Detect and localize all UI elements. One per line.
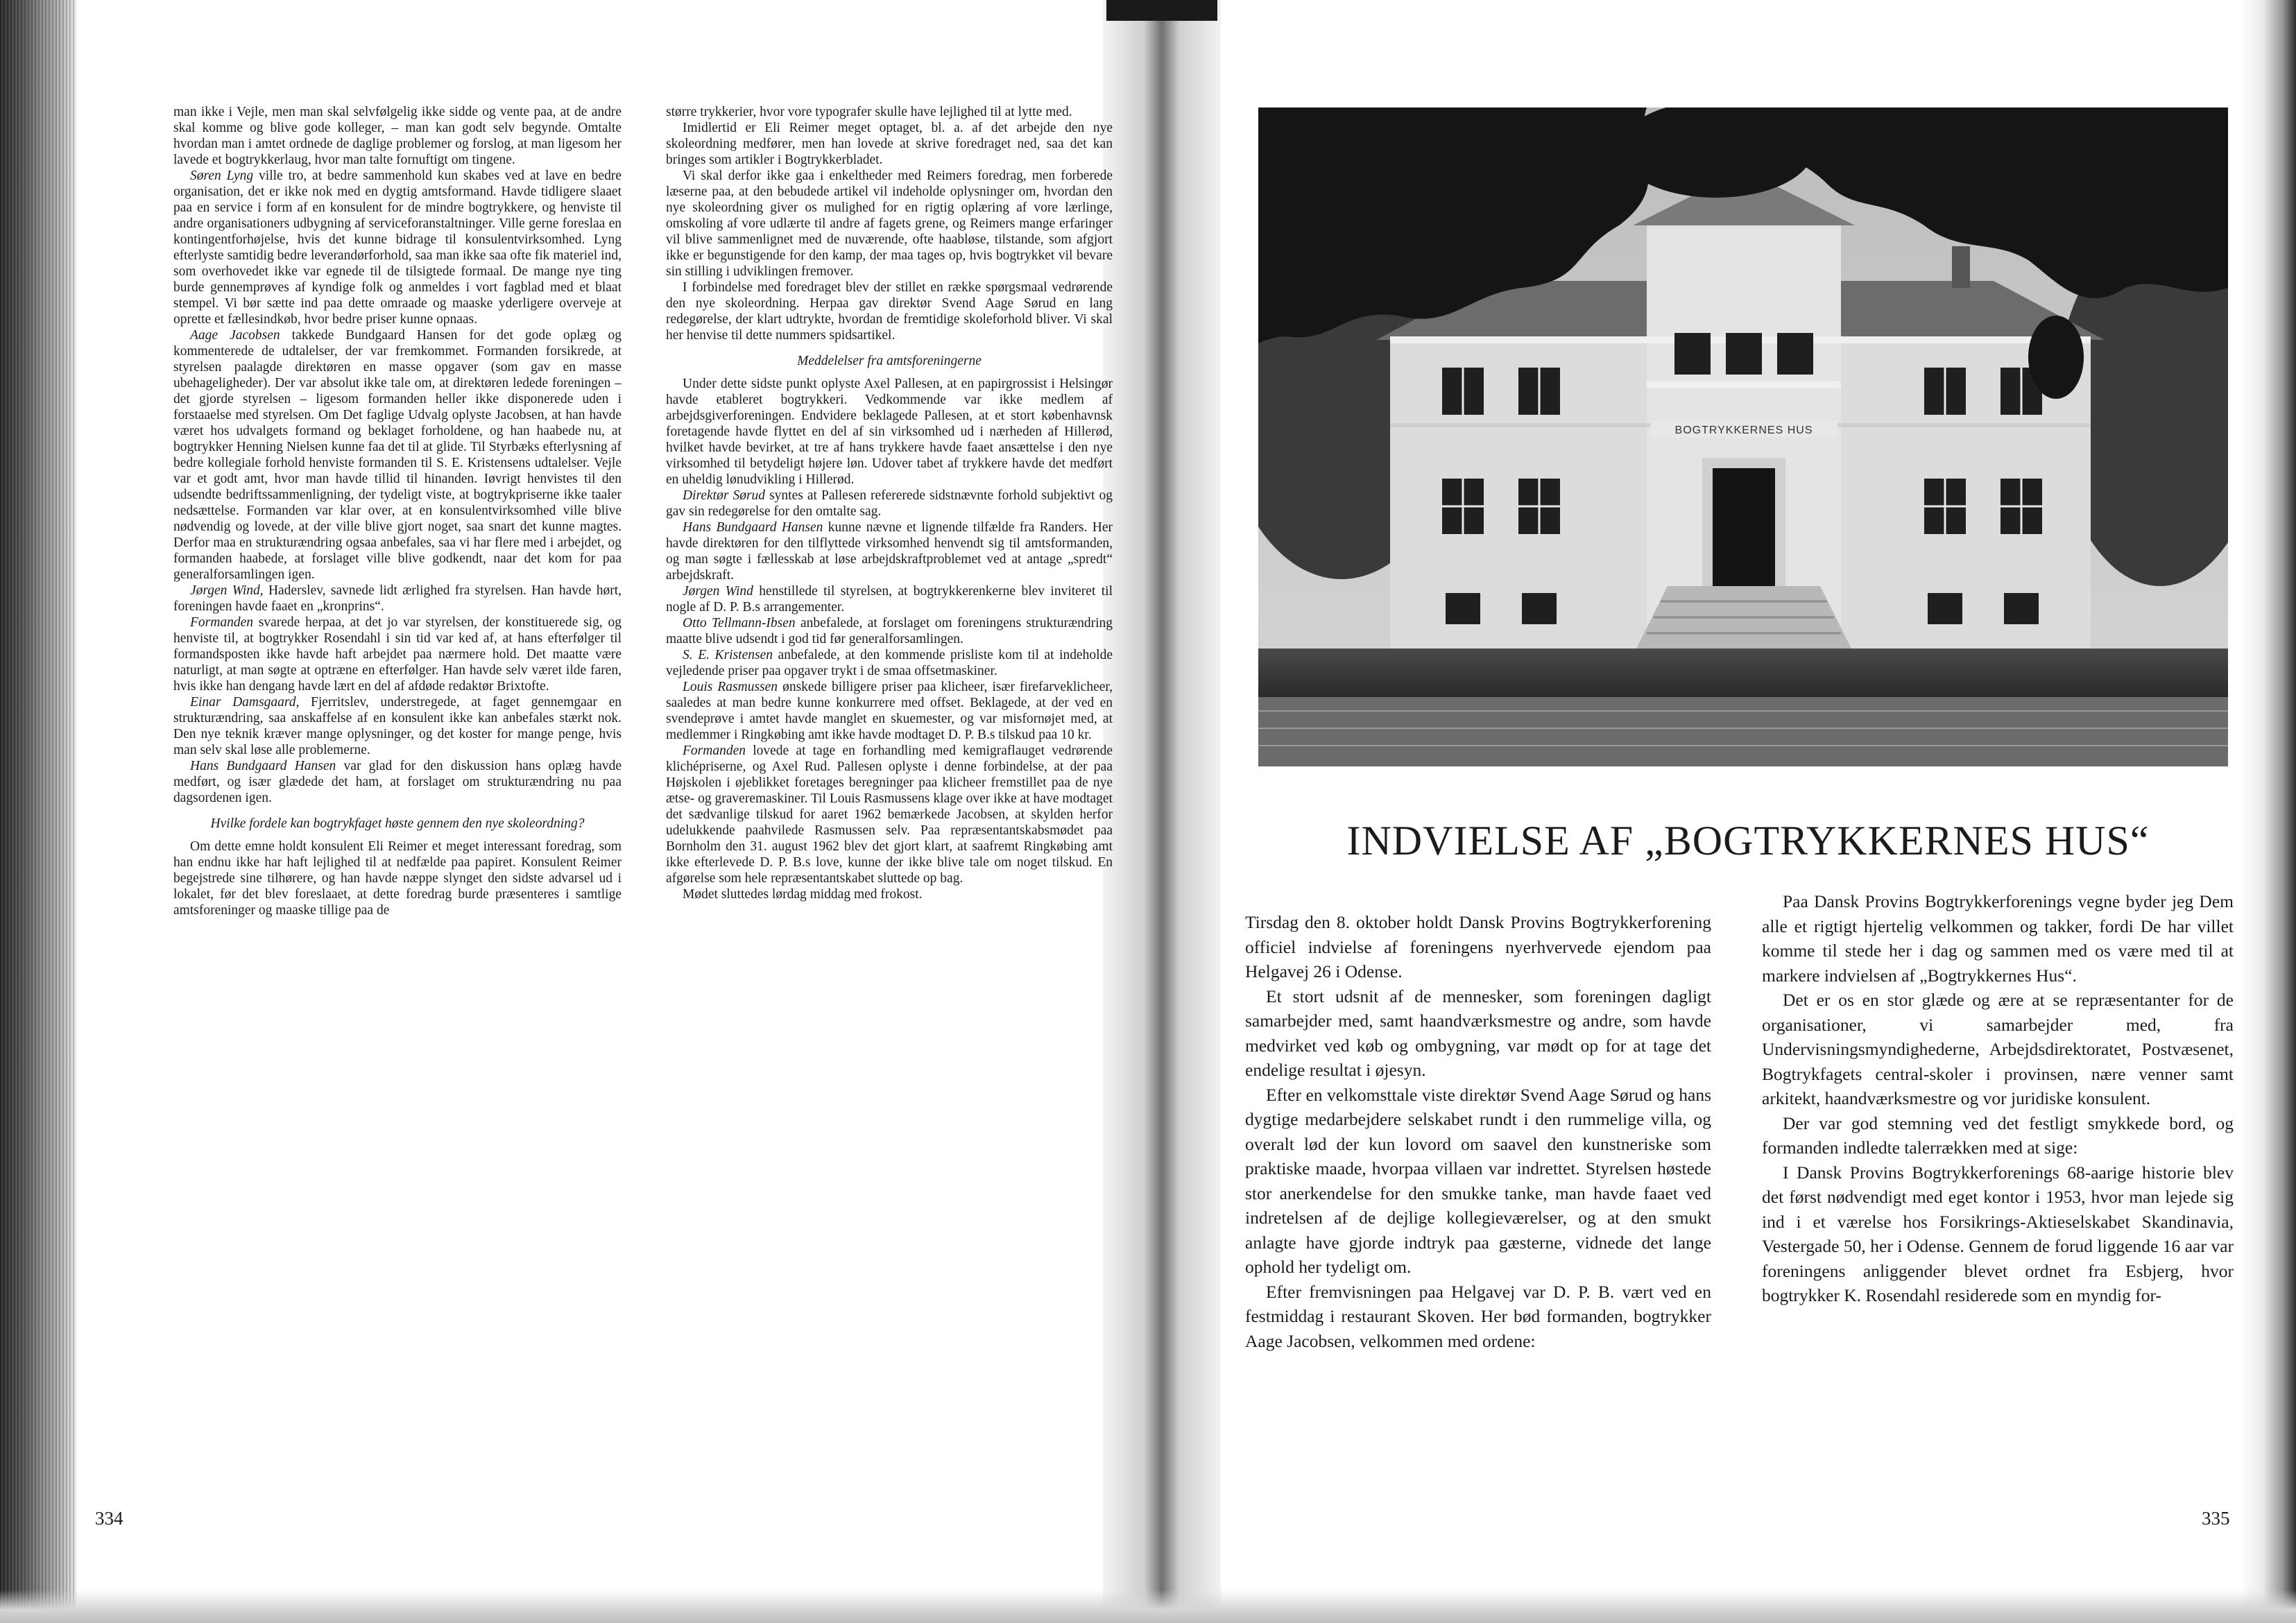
- gutter-shadow: [1106, 0, 1217, 21]
- paragraph-text: Om dette emne holdt konsulent Eli Reimer et meget interessant foredrag, som han endnu ikke har haft lejlighed til at nedfælde paa papiret. Konsulent Reimer begejstrede sine tilhørere, og han havde næppe slynget den sidste advarsel ud i lokalet, før det blev foreslaaet, at dette foredrag burde præsenteres i samtlige amtsforeninger og maaske tillige paa de: [173, 839, 622, 918]
- paragraph-text: ønskede billigere priser paa klicheer, især firefarveklicheer, saaledes at man bedre kunne konkurrere med offset. Beklagede, at der ved en svendeprøve i amtet havde manglet en skuemester, og var misfornøjet med, at medlemmer i Ringkøbing amt ikke havde modtaget D. P. B.s tilskud paa 10 kr.: [666, 680, 1113, 742]
- paragraph-text: anbefalede, at forslaget om foreningens strukturændring maatte blive udsendt i god tid før generalforsamlingen.: [666, 616, 1113, 646]
- speaker-name: Jørgen Wind,: [190, 583, 264, 598]
- speaker-name: Direktør Sørud: [683, 488, 766, 503]
- paragraph-text: I forbindelse med foredraget blev der stillet en række spørgsmaal vedrørende den nye skoleordning. Herpaa gav direktør Svend Aage Sørud en lang redegørelse, der klart udtrykte, hvordan de fremtidige skoleforhold bliver. Vi skal her henvise til dette nummers spidsartikel.: [666, 280, 1113, 343]
- paragraph: [666, 376, 1113, 488]
- speaker-name: S. E. Kristensen: [683, 648, 773, 662]
- paragraph-text: henstillede til styrelsen, at bogtrykkerenkerne blev inviteret til nogle af D. P. B.s arrangementer.: [666, 584, 1113, 615]
- paragraph-text: anbefalede, at den kommende prisliste kom til at indeholde vejledende priser paa opgaver trykt i de smaa offsetmaskiner.: [666, 648, 1113, 678]
- speaker-name: Formanden: [190, 615, 253, 630]
- speaker-name: Aage Jacobsen: [190, 328, 280, 343]
- paragraph-text: Tirsdag den 8. oktober holdt Dansk Provins Bogtrykkerforening officiel indvielse af foreningens nyerhvervede ejendom paa Helgavej 26 i Odense.: [1245, 912, 1711, 981]
- paragraph: [173, 583, 622, 615]
- paragraph: [1245, 1280, 1711, 1354]
- paragraph: [1762, 889, 2234, 988]
- speaker-name: Søren Lyng: [190, 169, 254, 183]
- speaker-name: Louis Rasmussen: [683, 680, 778, 694]
- paragraph: [1245, 1083, 1711, 1280]
- house-sign-text: BOGTRYKKERNES HUS: [1674, 424, 1813, 436]
- paragraph: [173, 839, 622, 918]
- paragraph: [1245, 984, 1711, 1083]
- paragraph: [173, 168, 622, 327]
- paragraph: [666, 519, 1113, 583]
- right-page-column-1: [1245, 910, 1711, 1353]
- paragraph: [666, 104, 1113, 120]
- paragraph-text: Paa Dansk Provins Bogtrykkerforenings vegne byder jeg Dem alle et rigtigt hjertelig velkommen og takker, fordi De har villet komme til stede her i dag og sammen med os være med til at markere indvielsen af „Bogtrykkernes Hus“.: [1762, 891, 2234, 986]
- paragraph: [1762, 1160, 2234, 1308]
- paragraph-text: syntes at Pallesen refererede sidstnævnte forhold subjektivt og gav sin redegørelse for den omtalte sag.: [666, 488, 1113, 519]
- speaker-name: Hans Bundgaard Hansen: [683, 520, 823, 535]
- book-edge-left: [0, 0, 76, 1623]
- paragraph-text: større trykkerier, hvor vore typografer skulle have lejlighed til at lytte med.: [666, 105, 1072, 119]
- paragraph-text: svarede herpaa, at det jo var styrelsen, der konstituerede sig, og henviste til, at bogtrykker Rosendahl i sin tid var ked af, at hans efterfølger til formandsposten ikke havde haft arbejdet paa nærmere hold. Det maatte være naturligt, at man søgte at optræne en efterfølger. Han havde selv været ilde faren, hvis ikke han dengang havde lært en del af afdøde redaktør Brixtofte.: [173, 615, 622, 694]
- paragraph-text: Der var god stemning ved det festligt smykkede bord, og formanden indledte talerrækken med at sige:: [1762, 1113, 2234, 1158]
- page-bottom-shadow: [0, 1590, 2296, 1623]
- left-page-column-2: [666, 104, 1113, 902]
- book-gutter: [1103, 0, 1221, 1623]
- paragraph: [666, 679, 1113, 743]
- paragraph: [666, 120, 1113, 168]
- paragraph: [173, 104, 622, 168]
- hedge: [1258, 649, 2228, 697]
- section-heading: Hvilke fordele kan bogtrykfaget høste gennem den nye skoleordning?: [210, 816, 585, 831]
- paragraph: [666, 743, 1113, 886]
- paragraph: [666, 280, 1113, 343]
- paragraph-text: Vi skal derfor ikke gaa i enkeltheder med Reimers foredrag, men forberede læserne paa, at den bebudede artikel vil indeholde oplysninger om, hvordan den nye skoleordning giver os mulighed for en rigtig oplæring af vore lærlinge, omskoling af vore udlærte til andre af fagets grene, og Reimers mange erfaringer vil blive sammenlignet med de nuværende, ofte haabløse, tilstande, som afgjort ikke er begunstigende for den kamp, der maa tages op, hvis bogtrykket vil bevare sin stilling i udviklingen fremover.: [666, 169, 1113, 279]
- paragraph-text: var glad for den diskussion hans oplæg havde medført, og især glædede det ham, at forslaget om strukturændring nu paa dagsordenen igen.: [173, 759, 622, 805]
- paragraph: [1245, 910, 1711, 984]
- section-heading: Meddelelser fra amtsforeningerne: [797, 354, 982, 368]
- paragraph: [666, 615, 1113, 647]
- paragraph-text: I Dansk Provins Bogtrykkerforenings 68-aarige historie blev det først nødvendigt med eget kontor i 1953, hvor man lejede sig ind i et værelse hos Forsikrings-Aktieselskabet Skandinavia, Vestergade 50, her i Odense. Gennem de forud liggende 16 aar var foreningens anliggender blevet ordnet fra Esbjerg, hvor bogtrykker K. Rosendahl residerede som en myndig for-: [1762, 1162, 2234, 1305]
- paragraph: [173, 327, 622, 583]
- paragraph-text: man ikke i Vejle, men man skal selvfølgelig ikke sidde og vente paa, at de andre skal komme og blive gode kolleger, – man kan godt selv begynde. Omtalte hvordan man i amtet ordnede de daglige problemer og forslog, at man ligesom her lavede et bogtrykkerlaug, hvor man talte fornuftigt om tingene.: [173, 105, 622, 167]
- paragraph: [173, 694, 622, 758]
- left-page-column-1: [173, 104, 622, 918]
- left-page-number: 334: [95, 1508, 123, 1529]
- paragraph-text: Mødet sluttedes lørdag middag med frokost.: [683, 887, 923, 902]
- speaker-name: Hans Bundgaard Hansen: [190, 759, 336, 773]
- paragraph-text: Det er os en stor glæde og ære at se repræsentanter for de organisationer, vi samarbejder med, fra Undervisningsmyndighederne, Arbejdsdirektoratet, Postvæsenet, Bogtrykfagets central-skoler i provinsen, nære venner samt arkitekt, haandværksmestre og vor juridiske konsulent.: [1762, 990, 2234, 1108]
- building-photo: [1258, 108, 2228, 766]
- paragraph-text: takkede Bundgaard Hansen for det gode oplæg og kommenterede de udtalelser, der var fremkommet. Formanden forsikrede, at styrelsen paalagde direktøren en masse opgaver (som gav en masse ubehageligheder). Der var absolut ikke tale om, at direktøren ledede foreningen – det gjorde styrelsen – ligesom formanden heller ikke disponerede uden i forstaaelse med styrelsen. Om Det faglige Udvalg oplyste Jacobsen, at han havde været hos udvalgets formand og beklaget forholdene, og han haabede nu, at bogtrykker Henning Nielsen kunne faa det til at glide. Til Styrbæks efterlysning af bedre kollegiale forhold henviste formanden til S. E. Kristensens udtalelser. Vejle var et godt amt, hvor man havde tillid til hinanden. Iøvrigt henvistes til den udsendte bedriftssammenligning, der tydeligt viste, at bogtrykpriserne ikke taaler nedsættelse. Formanden var klar over, at en konsulentvirksomhed ville blive nødvendig og lovede, at der ville blive gjort noget, saa snart det kunne magtes. Derfor maa en strukturændring ogsaa anbefales, saa vi har flere med i arbejdet, og formanden haabede, at forslaget ville blive godkendt, naar det kom for paa generalforsamlingen igen.: [173, 328, 622, 582]
- paragraph: [1762, 988, 2234, 1111]
- paragraph: [173, 758, 622, 806]
- paragraph-text: ville tro, at bedre sammenhold kun skabes ved at lave en bedre organisation, det er ikke nok med en dygtig amtsformand. Havde tidligere slaaet paa en service i form af en konsulent for de mindre bogtrykkere, og henviste til andre organisationers udbygning af serviceforanstaltninger. Ville gerne foreslaa en kontingentforhøjelse, hvis det kunne bidrage til konsulentvirksomhed. Lyng efterlyste samtidig bedre leverandørforhold, saa man ikke saa ofte fik materiel ind, som overhovedet ikke var egnede til de tilsigtede formaal. De mange nye ting burde gennemprøves af kyndige folk og anmeldes i vort fagblad med et blaat stempel. Vi bør sætte ind paa dette omraade og maaske yderligere overveje at oprette et fællesindkøb, hvor bedre priser kunne opnaas.: [173, 169, 622, 327]
- speaker-name: Otto Tellmann-Ibsen: [683, 616, 796, 630]
- right-page-number: 335: [2202, 1508, 2230, 1529]
- speaker-name: Jørgen Wind: [683, 584, 753, 599]
- paragraph: [666, 886, 1113, 902]
- paragraph-text: Efter en velkomsttale viste direktør Svend Aage Sørud og hans dygtige medarbejdere selskabet rundt i den rummelige villa, og overalt lød der kun lovord om saavel den kunstneriske som praktiske maade, hvorpaa villaen var indrettet. Styrelsen høstede stor anerkendelse for den smukke tanke, man havde faaet ved indretelsen af de dejlige kollegieværelser, og at den smukt anlagte have gjorde indtryk paa gæsterne, vidnede det lange ophold her tydeligt om.: [1245, 1084, 1711, 1277]
- book-edge-right: [2241, 0, 2296, 1623]
- paragraph: [173, 615, 622, 694]
- paragraph-text: Haderslev, savnede lidt ærlighed fra styrelsen. Han havde hørt, foreningen havde faaet en „kronprins“.: [173, 583, 622, 614]
- paragraph-text: Fjerritslev, understregede, at faget gennemgaar en strukturændring, saa anskaffelse af en konsulent ikke kan anbefales stærkt nok. Den nye teknik kræver mange oplysninger, og det koster for mange penge, hvis man selv skal løse alle problemerne.: [173, 695, 622, 757]
- paragraph: [666, 583, 1113, 615]
- paragraph-text: Efter fremvisningen paa Helgavej var D. P. B. vært ved en festmiddag i restaurant Skoven. Her bød formanden, bogtrykker Aage Jacobsen, velkommen med ordene:: [1245, 1281, 1711, 1351]
- paragraph: [666, 647, 1113, 679]
- right-page-column-2: [1762, 889, 2234, 1308]
- paragraph-text: Under dette sidste punkt oplyste Axel Pallesen, at en papirgrossist i Helsingør havde etableret bogtrykkeri. Vedkommende var ikke medlem af arbejdsgiverforeningen. Endvidere beklagede Pallesen, at et stort københavnsk foretagende havde flyttet en del af sin virksomhed ud i nærheden af Hillerød, hvilket havde bevirket, at tre af hans trykkere havde faaet ansættelse i den nye virksomhed til betydeligt højere løn. Udover tabet af trykkere havde det medført en uheldig lønudvikling i Hillerød.: [666, 377, 1113, 487]
- paragraph-text: kunne nævne et lignende tilfælde fra Randers. Her havde direktøren for den tilflyttede virksomhed henvendt sig til amtsformanden, og man søgte i fællesskab at løse arbejdskraftproblemet ved at antage „spredt“ arbejdskraft.: [666, 520, 1113, 583]
- paragraph: [666, 488, 1113, 519]
- paragraph-text: Et stort udsnit af de mennesker, som foreningen dagligt samarbejder med, samt haandværksmestre og andre, som havde medvirket ved køb og ombygning, var mødt op for at tage det endelige resultat i øjesyn.: [1245, 986, 1711, 1080]
- article-title: INDVIELSE AF „BOGTRYKKERNES HUS“: [1346, 818, 2150, 864]
- paragraph-text: lovede at tage en forhandling med kemigraflauget vedrørende klichépriserne, og Axel Rud. Pallesen oplyste i denne forbindelse, at der paa Højskolen i øjeblikket foretages beregninger paa klicheer fremstillet paa de nye ætse- og graveremaskiner. Til Louis Rasmussens klage over ikke at have modtaget det sædvanlige tilskud for aaret 1962 bemærkede Jacobsen, at skylden herfor udelukkende paahvilede Rasmussen selv. Paa repræsentantskabsmødet paa Bornholm den 31. august 1962 blev det gjort klart, at saafremt Ringkøbing amt ikke efterlevede D. P. B.s love, kunne der ikke blive tale om noget tilskud. En afgørelse som hele repræsentantskabet sluttede op bag.: [666, 744, 1113, 886]
- paragraph: [1762, 1111, 2234, 1160]
- paragraph-text: Imidlertid er Eli Reimer meget optaget, bl. a. af det arbejde den nye skoleordning medfører, men han lovede at skrive foredraget ned, saa det kan bringes som artikler i Bogtrykkerbladet.: [666, 121, 1113, 167]
- speaker-name: Formanden: [683, 744, 746, 758]
- paragraph: [666, 168, 1113, 280]
- speaker-name: Einar Damsgaard,: [190, 695, 300, 710]
